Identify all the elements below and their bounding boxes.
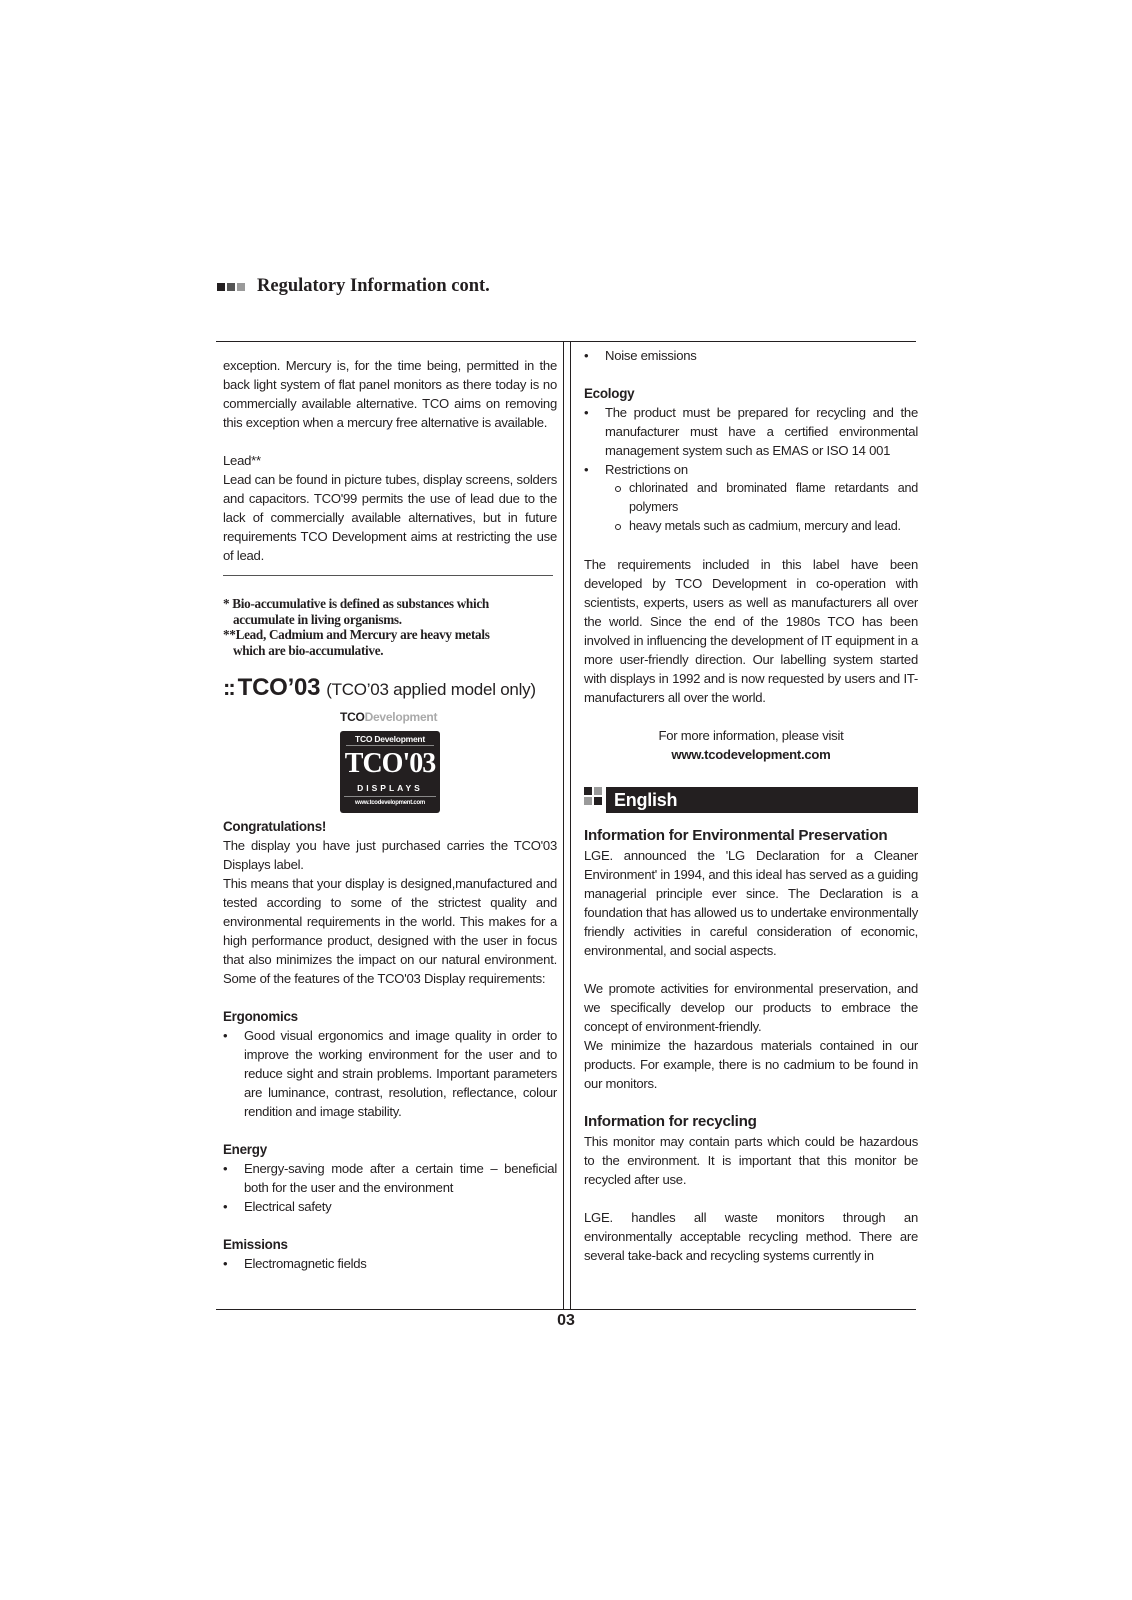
list-item: • Noise emissions bbox=[584, 346, 918, 365]
emissions-list bbox=[223, 1254, 557, 1273]
energy-heading: Energy bbox=[223, 1142, 267, 1157]
header-title: Regulatory Information cont. bbox=[257, 276, 490, 296]
tco-heading bbox=[223, 674, 557, 701]
env-paragraph-2: We promote activities for environmental preservation, and we specifically develop our products to embrace the concept of environment-friendly. bbox=[584, 981, 918, 1034]
top-rule bbox=[216, 341, 916, 342]
list-item: heavy metals such as cadmium, mercury and lead. bbox=[584, 517, 918, 536]
right-column bbox=[584, 346, 918, 1265]
congrats-paragraph-2: This means that your display is designed,manufactured and tested according to some of the strictest quality and environmental requirements in the world. This makes for a high performance product, designed with the user in focus that also minimizes the impact on our natural environment. Some of the features of the TCO'03 Display requirements: bbox=[223, 876, 557, 986]
footnotes bbox=[223, 596, 557, 658]
congrats-heading: Congratulations! bbox=[223, 819, 327, 834]
footnote-2: **Lead, Cadmium and Mercury are heavy metals bbox=[223, 627, 490, 642]
list-item bbox=[584, 460, 918, 479]
env-heading: Information for Environmental Preservation bbox=[584, 827, 888, 844]
bottom-rule bbox=[216, 1309, 916, 1310]
footnote-divider bbox=[223, 575, 553, 576]
tco-title: TCO’03 bbox=[237, 674, 321, 701]
env-paragraph-3: We minimize the hazardous materials contained in our products. For example, there is no cadmium to be found in our monitors. bbox=[584, 1038, 918, 1091]
tco-logo bbox=[340, 707, 440, 813]
list-item: • Electrical safety bbox=[223, 1197, 557, 1216]
column-divider-left bbox=[563, 342, 564, 1310]
list-item: chlorinated and brominated flame retardants and polymers bbox=[584, 479, 918, 517]
grid-squares-icon bbox=[584, 787, 602, 813]
footnote-1-cont: accumulate in living organisms. bbox=[233, 611, 402, 627]
env-paragraph-1: LGE. announced the 'LG Declaration for a Cleaner Environment' in 1994, and this ideal has served as a guiding managerial principle ever since. The Declaration is a foundation that has allowed us to undertake environmentally friendly activities in careful consideration of economic, environmental, and social aspects. bbox=[584, 848, 918, 958]
language-bar bbox=[584, 787, 918, 813]
ergonomics-list bbox=[223, 1026, 557, 1121]
recycling-paragraph-1: This monitor may contain parts which could be hazardous to the environment. It is important that this monitor be recycled after use. bbox=[584, 1134, 918, 1187]
header-square-icon bbox=[237, 283, 245, 291]
list-item: • The product must be prepared for recycling and the manufacturer must have a certified environmental management system such as EMAS or ISO 14 001 bbox=[584, 403, 918, 460]
recycling-paragraph-2: LGE. handles all waste monitors through an environmentally acceptable recycling method. There are several take-back and recycling systems currently in bbox=[584, 1210, 918, 1263]
more-info-text: For more information, please visit bbox=[658, 728, 844, 743]
restrictions-sublist bbox=[584, 479, 918, 536]
page-number: 03 bbox=[557, 1312, 575, 1329]
emissions-list-cont bbox=[584, 346, 918, 365]
list-item: • Energy-saving mode after a certain time – beneficial both for the user and the environment bbox=[223, 1159, 557, 1197]
ergonomics-heading: Ergonomics bbox=[223, 1009, 298, 1024]
tco03-displays-label: TCO Development TCO'03 DISPLAYS www.tcodevelopment.com bbox=[340, 731, 440, 813]
lead-paragraph: Lead can be found in picture tubes, display screens, solders and capacitors. TCO'99 permits the use of lead due to the lack of commercially available alternatives, but in future requirements TCO Development aims at restricting the use of lead. bbox=[223, 472, 557, 563]
mercury-paragraph: exception. Mercury is, for the time being, permitted in the back light system of flat panel monitors as there today is no commercially available alternative. TCO aims on removing this exception when a mercury free alternative is available. bbox=[223, 358, 557, 430]
restrictions-label: Restrictions on bbox=[605, 462, 688, 477]
ecology-heading: Ecology bbox=[584, 386, 635, 401]
emissions-heading: Emissions bbox=[223, 1237, 288, 1252]
list-item: • Good visual ergonomics and image quality in order to improve the working environment for the user and to reduce sight and strain problems. Important parameters are luminance, contrast, resolution, reflectance, colour rendition and image stability. bbox=[223, 1026, 557, 1121]
column-divider-right bbox=[570, 342, 571, 1310]
tco-development-wordmark: TCODevelopment bbox=[340, 710, 438, 724]
section-header bbox=[217, 276, 490, 297]
footnote-1: * Bio-accumulative is defined as substances which bbox=[223, 596, 489, 611]
header-square-icon bbox=[227, 283, 235, 291]
footnote-2-cont: which are bio-accumulative. bbox=[233, 642, 384, 658]
lead-heading: Lead** bbox=[223, 453, 261, 468]
congrats-paragraph-1: The display you have just purchased carries the TCO'03 Displays label. bbox=[223, 838, 557, 872]
left-column bbox=[223, 356, 557, 1273]
list-item: • Electromagnetic fields bbox=[223, 1254, 557, 1273]
tco-dots-icon: :: bbox=[223, 675, 234, 700]
ecology-list bbox=[584, 403, 918, 479]
header-square-icon bbox=[217, 283, 225, 291]
energy-list bbox=[223, 1159, 557, 1216]
recycling-heading: Information for recycling bbox=[584, 1113, 757, 1130]
language-label: English bbox=[606, 787, 918, 813]
tco-note: (TCO’03 applied model only) bbox=[326, 680, 536, 699]
website-link[interactable]: www.tcodevelopment.com bbox=[671, 747, 831, 762]
requirements-paragraph: The requirements included in this label have been developed by TCO Development in co-operation with scientists, experts, users as well as manufacturers all over the world. Since the end of the 1980s TCO has been involved in influencing the development of IT equipment in a more user-friendly direction. Our labelling system started with displays in 1992 and is now requested by users and IT-manufacturers all over the world. bbox=[584, 557, 918, 705]
